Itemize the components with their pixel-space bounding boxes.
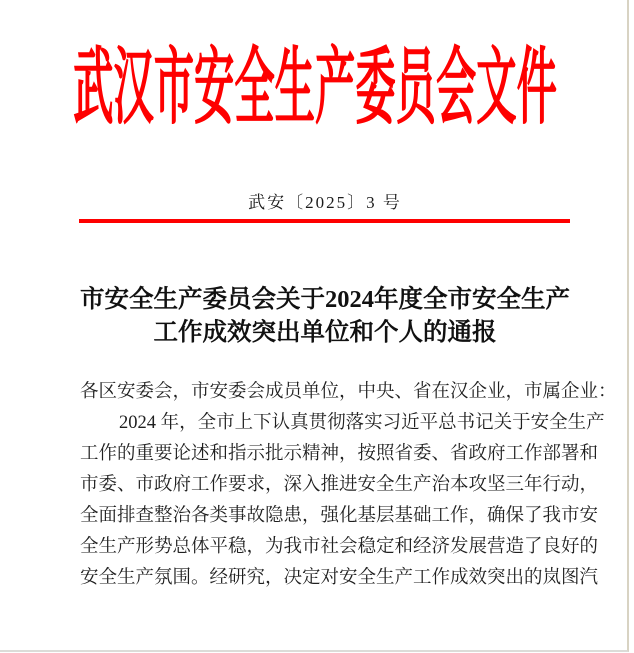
letterhead-banner — [70, 42, 560, 136]
letterhead-title: 武汉市安全生产委员会文件 — [73, 42, 557, 135]
red-separator — [79, 219, 570, 223]
body-line: 工作的重要论述和指示批示精神，按照省委、省政府工作部署和 — [80, 444, 599, 464]
body-line: 全生产形势总体平稳，为我市社会稳定和经济发展营造了良好的 — [80, 537, 599, 557]
body-line-salutation: 各区安委会，市安委会成员单位，中央、省在汉企业，市属企业： — [80, 382, 617, 402]
document-title-line2: 工作成效突出单位和个人的通报 — [153, 319, 497, 346]
document-title — [70, 283, 580, 349]
document-title-line1: 市安全生产委员会关于2024年度全市安全生产 — [80, 286, 570, 313]
document-number: 武安〔2025〕3 号 — [248, 193, 402, 212]
body-line: 市委、市政府工作要求，深入推进安全生产治本攻坚三年行动， — [80, 475, 599, 495]
body-line: 全面排查整治各类事故隐患，强化基层基础工作，确保了我市安 — [80, 506, 599, 526]
body-line: 2024 年，全市上下认真贯彻落实习近平总书记关于安全生产 — [119, 413, 605, 433]
body-paragraph — [80, 377, 617, 594]
body-line: 安全生产氛围。经研究，决定对安全生产工作成效突出的岚图汽 — [80, 568, 599, 588]
